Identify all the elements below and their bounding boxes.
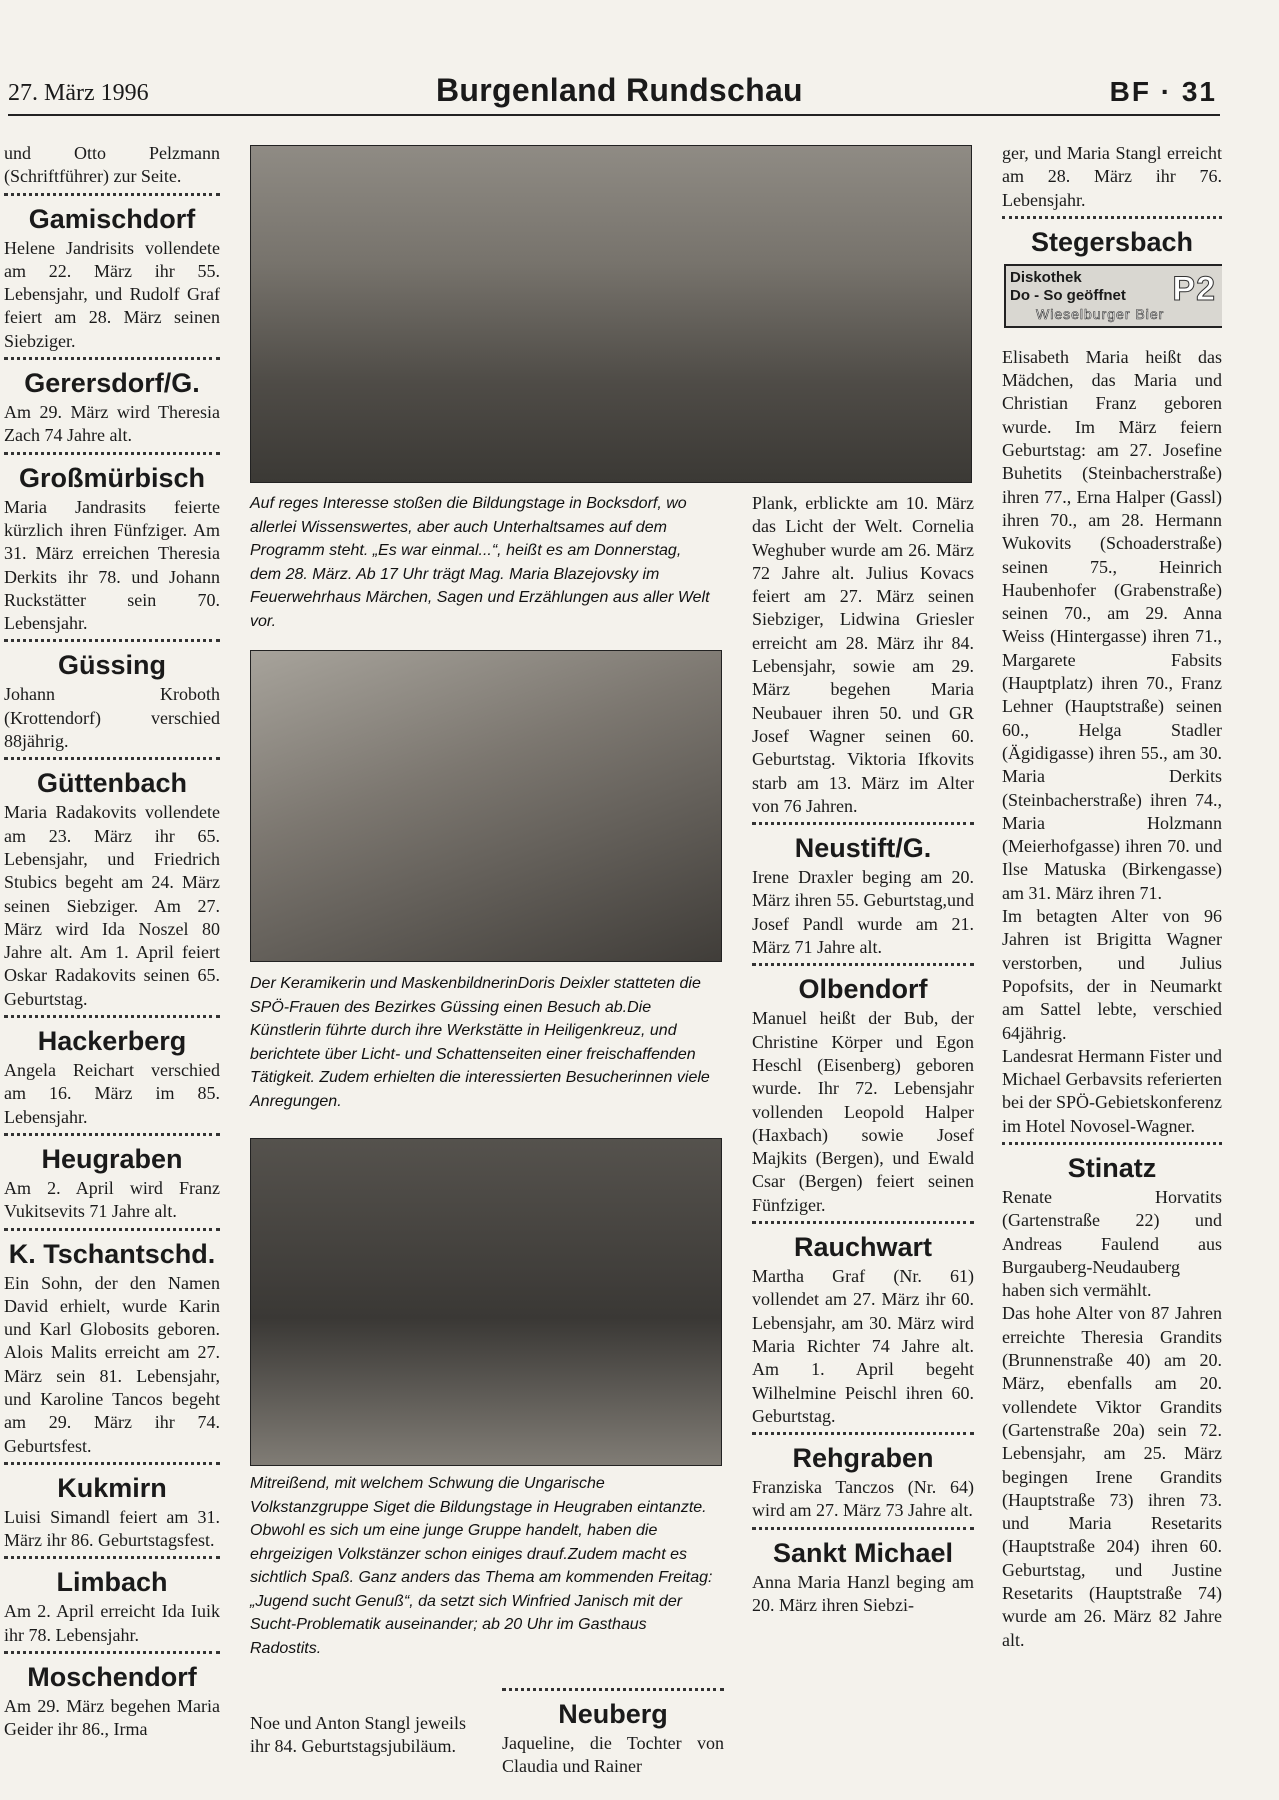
- article-paragraph: Maria Jandrasits feierte kürzlich ihren Fünfziger. Am 31. März erreichen Theresia Derkits ihr 78. und Johann Ruckstätter sein 70. Lebensjahr.: [4, 496, 220, 634]
- section-heading: Rauchwart: [793, 1232, 933, 1263]
- dotted-divider: [4, 357, 220, 360]
- column-5: [1002, 142, 1222, 1762]
- caption-folk-dance-group: Mitreißend, mit welchem Schwung die Ungarische Volkstanzgruppe Siget die Bildungstage in Heugraben eintanzte. Obwohl es sich um eine junge Gruppe handelt, haben die ehrgeizigen Volkstänzer schon einiges drauf.Zudem macht es sichtlich Spaß. Ganz anders das Thema am kommenden Freitag: „Jugend sucht Genuß“, da setzt sich Winfried Janisch mit der Sucht-Problematik auseinander; ab 20 Uhr im Gasthaus Radostits.: [250, 1475, 713, 1657]
- dotted-divider: [4, 1228, 220, 1231]
- article-paragraph: Johann Kroboth (Krottendorf) verschied 88jährig.: [4, 684, 220, 752]
- section-heading: Sankt Michael: [772, 1537, 954, 1568]
- article-paragraph: Manuel heißt der Bub, der Christine Körper und Egon Heschl (Eisenberg) geboren wurde. Ihr 72. Lebensjahr vollenden Leopold Halper (Haxbach) sowie Josef Majkits (Bergen), und Ewald Csar (Bergen) feiert seinen Fünfziger.: [752, 1008, 974, 1215]
- dotted-divider: [4, 1462, 220, 1465]
- article-paragraph: Angela Reichart verschied am 16. März im 85. Lebensjahr.: [4, 1060, 220, 1127]
- article-paragraph: Plank, erblickte am 10. März das Licht der Welt. Cornelia Weghuber wurde am 26. März 72 Jahre alt. Julius Kovacs feiert am 27. März seinen Siebziger, Lidwina Griesler erreicht am 28. März ihr 84. Lebensjahr, sowie am 29. März begehen Maria Neubauer ihren 50. und GR Josef Wagner seinen 60. Geburtstag. Viktoria Ifkovits starb am 13. März im Alter von 76 Jahren.: [752, 493, 974, 816]
- section-heading: Gamischdorf: [28, 203, 196, 234]
- section-heading-stegersbach: Stegersbach: [1030, 226, 1194, 257]
- newspaper-title: Burgenland Rundschau: [436, 72, 803, 108]
- article-paragraph: Irene Draxler beging am 20. März ihren 55. Geburtstag,und Josef Pandl wurde am 21. März 71 Jahre alt.: [752, 867, 974, 958]
- dotted-divider: [752, 822, 974, 825]
- column-4: [752, 492, 974, 1762]
- section-heading: Stinatz: [1067, 1152, 1157, 1183]
- article-paragraph: und Otto Pelzmann (Schriftführer) zur Seite.: [4, 143, 220, 187]
- issue-date: 27. März 1996: [8, 80, 149, 106]
- section-heading: Neustift/G.: [794, 833, 932, 864]
- article-paragraph: Im betagten Alter von 96 Jahren ist Brigitta Wagner verstorben, und Julius Popofsits, der in Neumarkt am Sattel lebte, verschied 64jährig.: [1002, 906, 1222, 1043]
- column-5-body: [1002, 346, 1222, 1652]
- article-paragraph: Renate Horvatits (Gartenstraße 22) und Andreas Faulend aus Burgauberg-Neudauberg haben sich vermählt.: [1002, 1186, 1222, 1301]
- article-paragraph: Elisabeth Maria heißt das Mädchen, das Maria und Christian Franz geboren wurde. Im März feiern Geburtstag: am 27. Josefine Buhetits (Steinbacherstraße) ihren 77., Erna Halper (Gassl) ihren 70., am 28. Hermann Wukovits (Schoaderstraße) seinen 75., Heinrich Haubenhofer (Grabenstraße) seinen 70., am 29. Anna Weiss (Hintergasse) ihren 71., Margarete Fabsits (Hauptplatz) ihren 70., Franz Lehner (Hauptstraße) seinen 60., Helga Stadler (Ägidigasse) ihren 55., am 30. Maria Derkits (Steinbacherstraße) ihren 74., Maria Holzmann (Meierhofgasse) ihren 70. und Ilse Matuska (Birkengasse) am 31. März ihren 71.: [1002, 346, 1222, 903]
- photo-ceramics-workshop: [250, 650, 722, 962]
- article-paragraph: Landesrat Hermann Fister und Michael Gerbavsits referierten bei der SPÖ-Gebietskonferenz im Hotel Novosel-Wagner.: [1002, 1045, 1222, 1136]
- section-heading: Kukmirn: [57, 1472, 167, 1503]
- article-paragraph: Das hohe Alter von 87 Jahren erreichte Theresia Grandits (Brunnenstraße 40) am 20. März, ebenfalls am 20. vollendete Viktor Grandits (Gartenstraße 20a) sein 72. Lebensjahr, am 25. März begingen Irene Grandits (Hauptstraße 73) ihren 73. und Maria Resetarits (Hauptstraße 204) ihren 60. Geburtstag, und Justine Resetarits (Hauptstraße 74) wurde am 26. März 82 Jahre alt.: [1002, 1303, 1222, 1650]
- section-heading: Güttenbach: [36, 768, 187, 799]
- column-1: [4, 142, 220, 1762]
- article-paragraph: Maria Radakovits vollendete am 23. März ihr 65. Lebensjahr, und Friedrich Stubics begeht am 24. März seinen Siebziger. Am 27. März wird Ida Noszel 80 Jahre alt. Am 1. April feiert Oskar Radakovits seinen 65. Geburtstag.: [4, 802, 220, 1009]
- article-paragraph: Ein Sohn, der den Namen David erhielt, wurde Karin und Karl Globosits geboren. Alois Malits erreicht am 27. März sein 81. Lebensjahr, und Karoline Tancos begeht am 29. März ihr 74. Geburtsfest.: [4, 1272, 220, 1456]
- dotted-divider: [4, 1651, 220, 1654]
- section-heading: Limbach: [56, 1567, 168, 1598]
- article-paragraph: Luisi Simandl feiert am 31. März ihr 86. Geburtstagsfest.: [4, 1506, 220, 1551]
- ad-line-2: Do - So geöffnet: [1010, 286, 1126, 304]
- page-number: BF · 31: [1109, 76, 1217, 107]
- header-rule: [8, 114, 1220, 116]
- section-heading: Olbendorf: [798, 974, 928, 1005]
- article-paragraph: Am 29. März wird Theresia Zach 74 Jahre alt.: [4, 402, 220, 446]
- caption-audience: Auf reges Interesse stoßen die Bildungstage in Bocksdorf, wo allerlei Wissenswertes, aber auch Unterhaltsames auf dem Programm steht. „Es war einmal...“, heißt es am Donnerstag, dem 28. März. Ab 17 Uhr trägt Mag. Maria Blazejovsky im Feuerwehrhaus Märchen, Sagen und Erzählungen aus aller Welt vor.: [250, 495, 710, 630]
- dotted-divider: [752, 1221, 974, 1224]
- col5-intro: ger, und Maria Stangl erreicht am 28. März ihr 76. Lebensjahr.: [1002, 143, 1222, 210]
- caption-ceramics-workshop: Der Keramikerin und MaskenbildnerinDoris Deixler statteten die SPÖ-Frauen des Bezirkes Güssing einen Besuch ab.Die Künstlerin führte durch ihre Werkstätte in Heiligenkreuz, und berichtete über Licht- und Schattenseiten einer freischaffenden Tätigkeit. Zudem erhielten die interessierten Besucherinnen viele Anregungen.: [250, 975, 710, 1110]
- dotted-divider: [4, 757, 220, 760]
- noe-text: Noe und Anton Stangl jeweils ihr 84. Geburtstagsjubiläum.: [250, 1713, 466, 1757]
- article-paragraph: Anna Maria Hanzl beging am 20. März ihren Siebzi-: [752, 1571, 974, 1615]
- dotted-divider: [4, 639, 220, 642]
- neuberg-text: Jaqueline, die Tochter von Claudia und Rainer: [502, 1733, 724, 1777]
- photo-audience: [250, 145, 972, 483]
- dotted-divider: [752, 1432, 974, 1435]
- ad-line-3: Wieselburger Bier: [1036, 305, 1165, 322]
- photo-folk-dance-group: [250, 1138, 722, 1466]
- section-heading: Moschendorf: [27, 1662, 197, 1693]
- article-paragraph: Am 2. April wird Franz Vukitsevits 71 Jahre alt.: [4, 1177, 220, 1222]
- dotted-divider: [502, 1688, 724, 1691]
- neuberg-section: [502, 1684, 724, 1779]
- dotted-divider: [752, 1527, 974, 1530]
- column-3-continuation: [250, 1712, 475, 1759]
- dotted-divider: [4, 1015, 220, 1018]
- dotted-divider: [752, 963, 974, 966]
- article-paragraph: Am 2. April erreicht Ida Iuik ihr 78. Lebensjahr.: [4, 1601, 220, 1645]
- article-paragraph: Franziska Tanczos (Nr. 64) wird am 27. März 73 Jahre alt.: [752, 1477, 974, 1521]
- ad-logo: P2: [1172, 269, 1216, 308]
- section-heading: K. Tschantschd.: [8, 1238, 216, 1269]
- section-heading-neuberg: Neuberg: [558, 1699, 668, 1729]
- section-heading: Großmürbisch: [18, 462, 206, 493]
- section-heading: Heugraben: [41, 1143, 183, 1174]
- dotted-divider: [4, 1133, 220, 1136]
- ad-line-1: Diskothek: [1010, 268, 1082, 286]
- dotted-divider: [4, 1556, 220, 1559]
- advertisement-diskothek-p2: [1004, 264, 1222, 328]
- section-heading: Hackerberg: [37, 1026, 187, 1057]
- section-heading: Güssing: [57, 650, 166, 681]
- article-paragraph: Helene Jandrisits vollendete am 22. März ihr 55. Lebensjahr, und Rudolf Graf feiert am 28. März seinen Siebziger.: [4, 237, 220, 351]
- dotted-divider: [4, 452, 220, 455]
- dotted-divider: [1002, 216, 1222, 219]
- dotted-divider: [4, 193, 220, 196]
- section-heading: Rehgraben: [792, 1443, 934, 1474]
- dotted-divider: [1002, 1142, 1222, 1145]
- article-paragraph: Martha Graf (Nr. 61) vollendet am 27. März ihr 60. Lebensjahr, am 30. März wird Maria Richter 74 Jahre alt. Am 1. April begeht Wilhelmine Peischl ihren 60. Geburtstag.: [752, 1266, 974, 1426]
- article-paragraph: Am 29. März begehen Maria Geider ihr 86., Irma: [4, 1696, 220, 1740]
- section-heading: Gerersdorf/G.: [24, 368, 200, 399]
